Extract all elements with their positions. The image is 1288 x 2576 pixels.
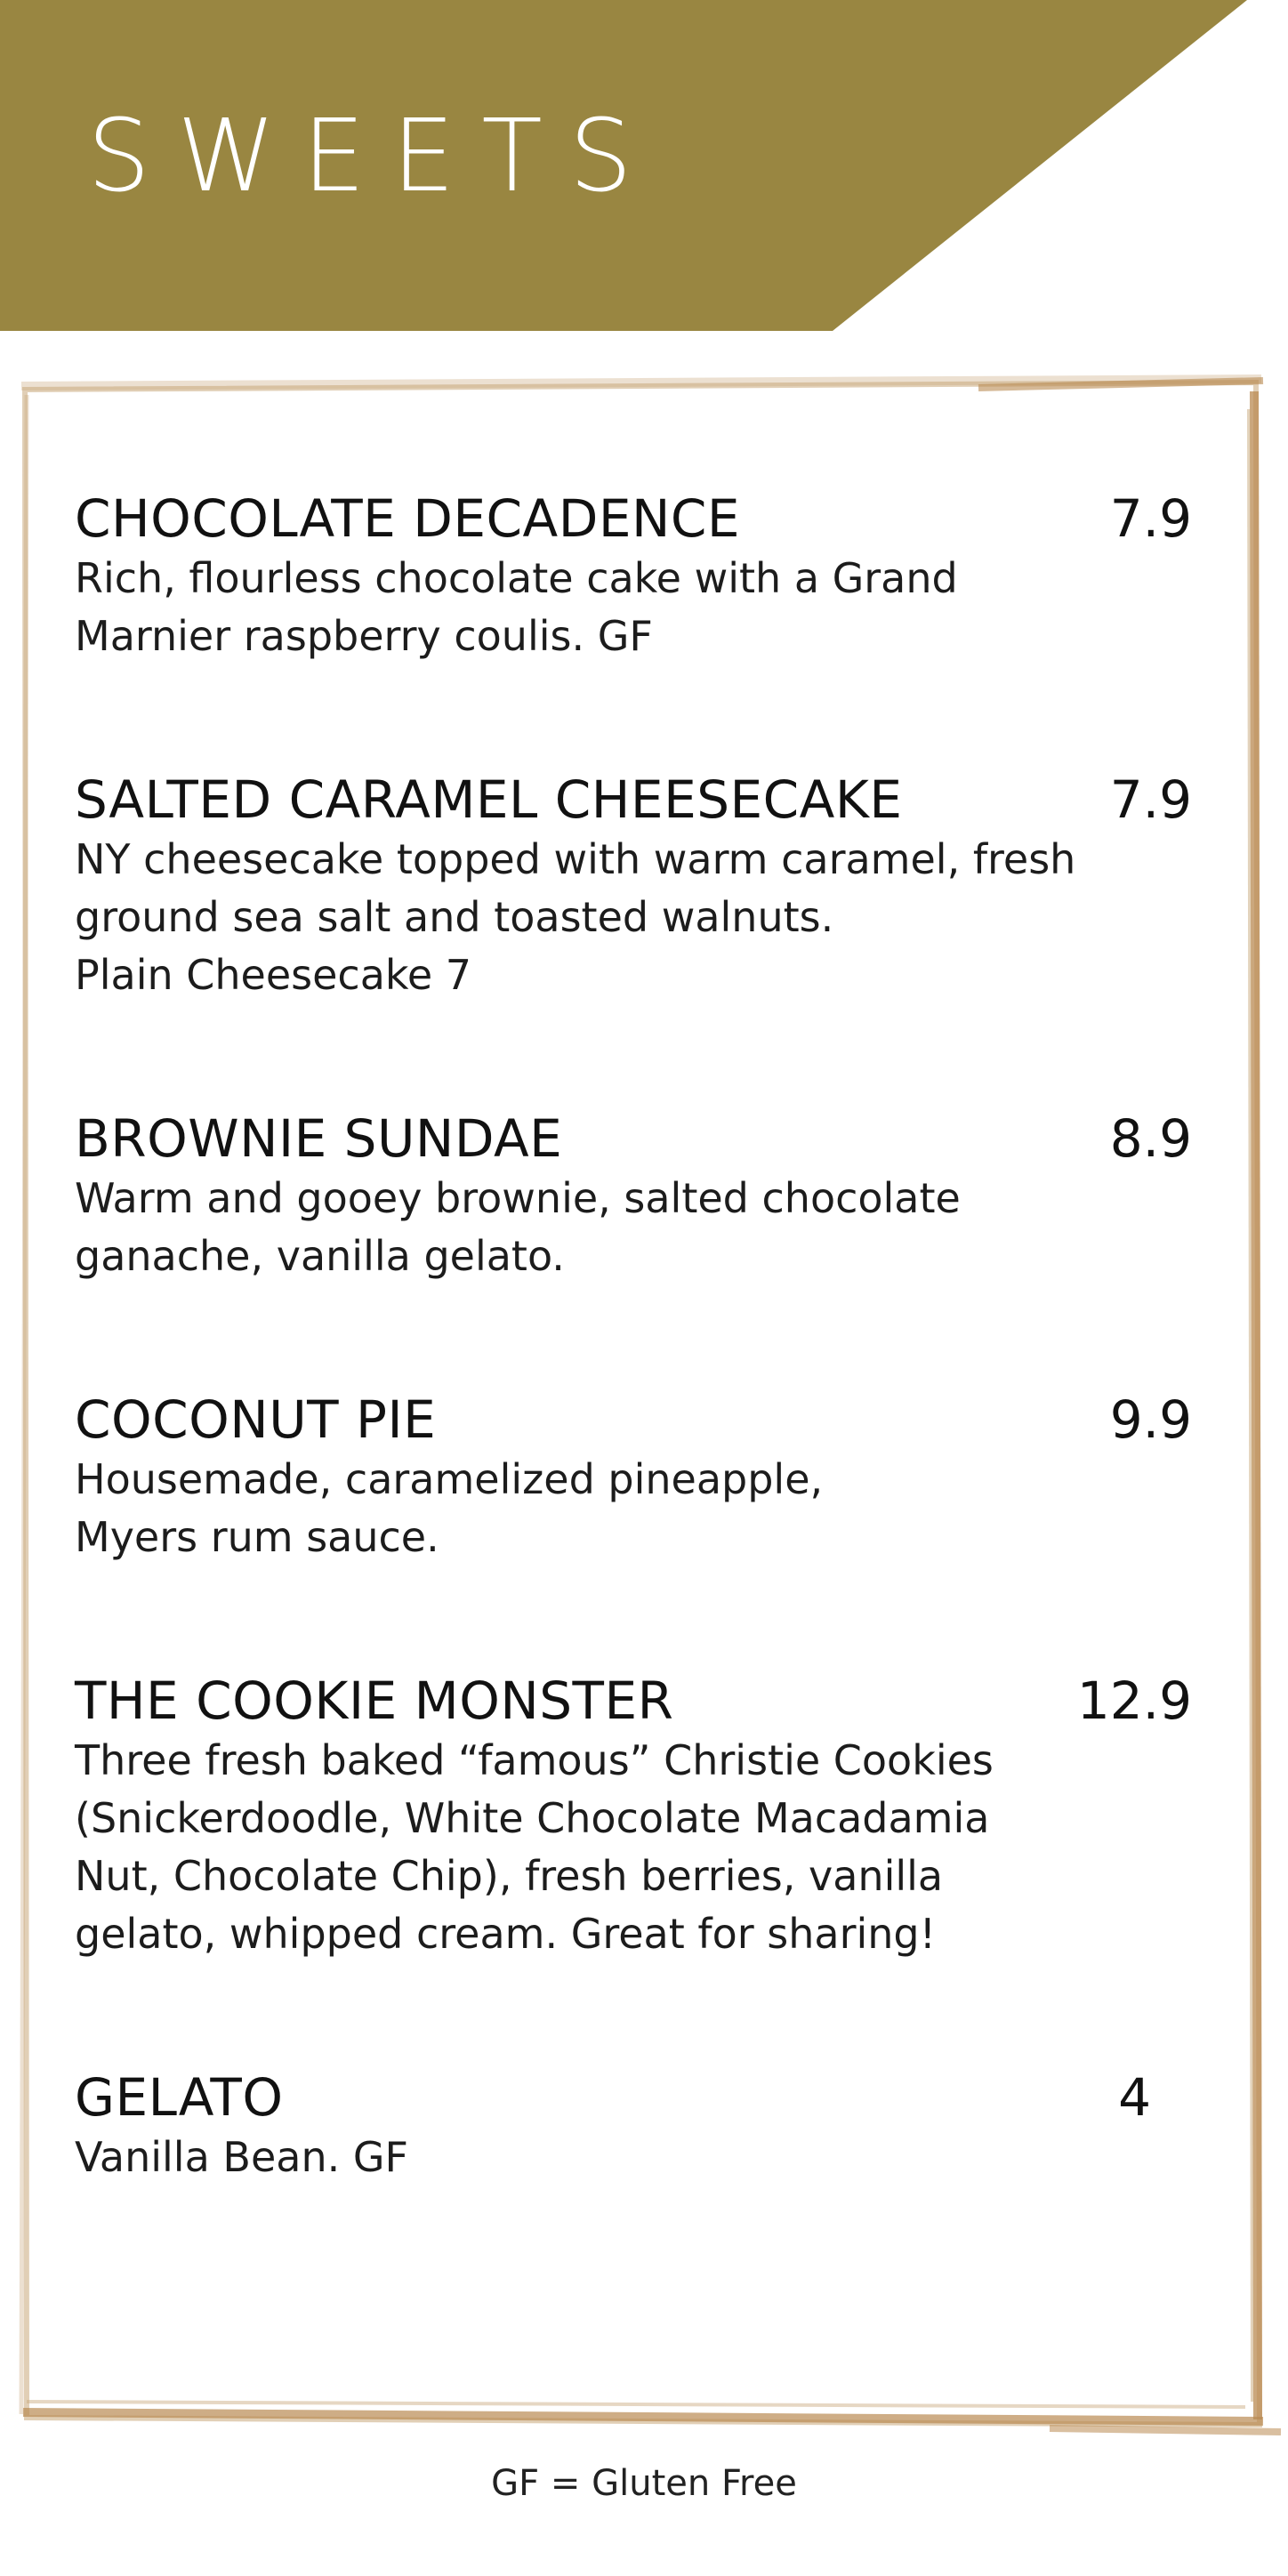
- item-description: Three fresh baked “famous” Christie Cookies (Snickerdoodle, White Chocolate Macadamia Nut, Chocolate Chip), fresh berries, vanilla gelato, whipped cream. Great for sharing!: [75, 1736, 994, 1958]
- item-price: 12.9: [1076, 1670, 1192, 1731]
- menu-item-header: [75, 487, 1192, 550]
- item-name: BROWNIE SUNDAE: [75, 1108, 563, 1169]
- item-description: Warm and gooey brownie, salted chocolate ganache, vanilla gelato.: [75, 1174, 961, 1280]
- menu-item: [75, 1107, 1192, 1285]
- footer-note: GF = Gluten Free: [491, 2463, 797, 2504]
- item-name: CHOCOLATE DECADENCE: [75, 488, 741, 549]
- item-price: 9.9: [1109, 1389, 1192, 1450]
- item-price: 8.9: [1109, 1108, 1192, 1169]
- item-name: THE COOKIE MONSTER: [75, 1670, 674, 1731]
- menu-item-header: [75, 1107, 1192, 1170]
- item-name: GELATO: [75, 2067, 284, 2128]
- item-price: 7.9: [1109, 769, 1192, 830]
- item-price: 4: [1118, 2067, 1151, 2128]
- header-band: [0, 0, 1288, 331]
- menu-list: [75, 487, 1192, 2186]
- item-description: Housemade, caramelized pineapple, Myers rum sauce.: [75, 1455, 824, 1561]
- page-title: SWEETS: [87, 99, 659, 214]
- menu-item: [75, 1389, 1192, 1566]
- menu-item: [75, 487, 1192, 665]
- menu-item-header: [75, 2066, 1192, 2129]
- menu-item-header: [75, 769, 1192, 831]
- item-name: COCONUT PIE: [75, 1389, 437, 1450]
- item-name: SALTED CARAMEL CHEESECAKE: [75, 769, 903, 830]
- menu-item-header: [75, 1389, 1192, 1451]
- menu-item: [75, 769, 1192, 1004]
- menu-item: [75, 1670, 1192, 1963]
- menu-item-header: [75, 1670, 1192, 1732]
- item-description: NY cheesecake topped with warm caramel, fresh ground sea salt and toasted walnuts. Plain Cheesecake 7: [75, 835, 1076, 999]
- item-description: Vanilla Bean. GF: [75, 2133, 408, 2181]
- item-description: Rich, flourless chocolate cake with a Grand Marnier raspberry coulis. GF: [75, 554, 958, 660]
- item-price: 7.9: [1109, 488, 1192, 549]
- menu-item: [75, 2066, 1192, 2186]
